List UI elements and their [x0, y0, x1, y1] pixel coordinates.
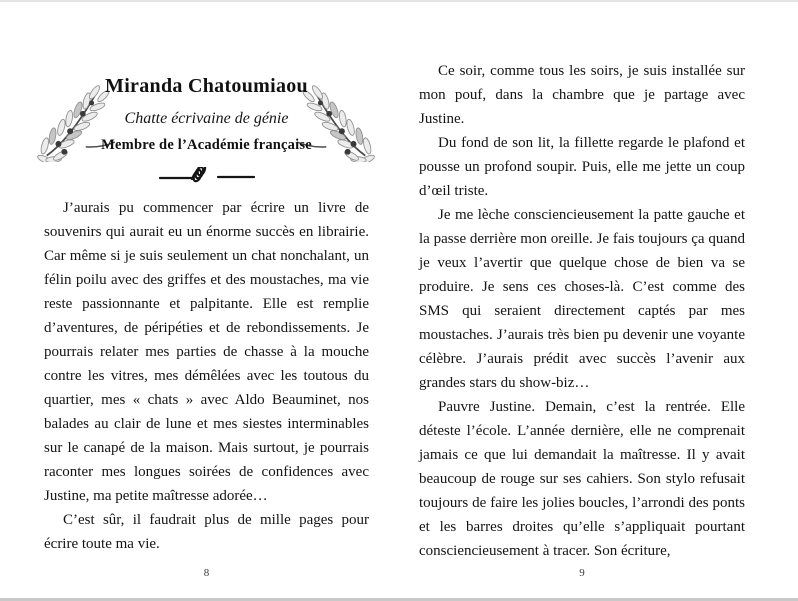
author-subtitle: Chatte écrivaine de génie — [124, 110, 289, 127]
right-page-body — [419, 59, 745, 563]
knot-flourish-icon — [159, 167, 255, 187]
right-page-number: 9 — [579, 567, 585, 579]
section-divider — [44, 167, 369, 187]
left-page-body — [44, 196, 369, 556]
author-title: Miranda Chatoumiaou — [105, 75, 308, 97]
left-page-number: 8 — [203, 567, 210, 579]
paragraph: Je me lèche consciencieusement la patte gauche et la passe derrière mon oreille. Je fais toujours ça quand je veux l’avertir que quelque chose de bien va se produire. Je sens ces choses-là. C’est comme des SMS qui seraient directement captés par mes moustaches. J’aurais très bien pu devenir une voyante célèbre. J’aurais prédit avec succès l’avenir aux grandes stars du show-biz… — [419, 207, 745, 391]
paragraph: Du fond de son lit, la fillette regarde le plafond et pousse un profond soupir. Puis, elle me jette un coup d’œil triste. — [419, 135, 745, 199]
author-affiliation: Membre de l’Académie française — [101, 137, 312, 153]
left-page — [44, 0, 369, 601]
chapter-header — [44, 0, 369, 200]
paragraph: Ce soir, comme tous les soirs, je suis installée sur mon pouf, dans la chambre que je partage avec Justine. — [419, 63, 745, 127]
paragraph: C’est sûr, il faudrait plus de mille pages pour écrire toute ma vie. — [44, 512, 369, 552]
paragraph: J’aurais pu commencer par écrire un livre de souvenirs qui aurait eu un énorme succès en librairie. Car même si je suis seulement un chat nonchalant, un félin poilu avec des griffes et des moustaches, ma vie reste passionnante et palpitante. Elle est remplie d’aventures, de péripéties et de rebondissements. Je pourrais relater mes parties de chasse à la mouche contre les vitres, mes démêlées avec les toutous du quartier, mes « chats » avec Aldo Beauminet, nos balades au clair de lune et mes siestes interminables sur le canapé de la maison. Mais surtout, je pourrais raconter mes longues soirées de confidences avec Justine, ma petite maîtresse adorée… — [44, 200, 369, 504]
paragraph: Pauvre Justine. Demain, c’est la rentrée. Elle déteste l’école. L’année dernière, elle ne comprenait jamais ce que lui demandait la maîtresse. Il y avait beaucoup de rouge sur ses cahiers. Son stylo refusait toujours de faire les jolies boucles, l’arrondi des ponts et les barres droites qu’elle s’appliquait pourtant consciencieusement à tracer. Son écriture, — [419, 399, 745, 559]
right-page — [419, 0, 745, 601]
